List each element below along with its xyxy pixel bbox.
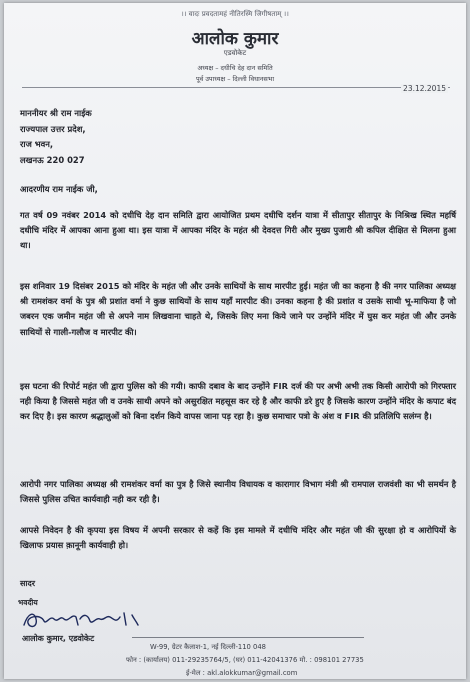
yours-faithfully: भवदीय <box>18 598 38 607</box>
addressee-line-1: माननीयर श्री राम नाईक <box>20 108 92 118</box>
footer-sender-name: आलोक कुमार, एडवोकेट <box>22 634 95 643</box>
body-paragraph-1: गत वर्ष 09 नवंबर 2014 को दधीचि देह दान समिति द्वारा आयोजित प्रथम दधीचि दर्शन यात्रा में सीतापुर सीतापुर के निश्रिख स्थित महर्षि दधीचि मंदिर में आपका आना हुआ था। इस यात्रा में आपका मंदिर के महंत श्री देवदत्त गिरी और मुख्य पुजारी श्री कपिल दीक्षित से मिलना हुआ था। <box>20 210 456 251</box>
handwritten-signature <box>20 605 170 633</box>
letter-page <box>4 3 466 679</box>
body-paragraph-5: आपसे निवेदन है की कृपया इस विषय में अपनी सरकार से कहें कि इस मामले में दधीचि मंदिर और महंत जी की सुरक्षा हो व आरोपियों के खिलाफ प्रयास क़ानूनी कार्यवाही हो। <box>20 525 456 551</box>
letterhead-divider <box>22 87 450 88</box>
footer-phone: फोन : (कार्यालय) 011-29235764/5, (घर) 011-42041376 मो. : 098101 27735 <box>126 656 364 664</box>
body-paragraph-3: इस घटना की रिपोर्ट महंत जी द्वारा पुलिस को की गयी। काफी दबाव के बाद उन्होंने FIR दर्ज की पर अभी अभी तक किसी आरोपी को गिरफ्तार नही किया है जिससे महंत जी व उनके साथी अपने को असुरक्षित महसूस कर रहे है और काफी डरे हुए है जिसके कारण उन्होंने मंदिर के कपाट बंद कर दिए है। इस कारण श्रद्धालुओं को बिना दर्शन किये वापस जाना पड़ रहा है। कुछ समाचार पत्रो के अंश व FIR की प्रतिलिपि सलंग्न है। <box>20 381 456 422</box>
letterhead-name: आलोक कुमार <box>191 29 279 49</box>
addressee-line-4: लखनऊ 220 027 <box>20 154 85 165</box>
salutation: आदरणीय राम नाईक जी, <box>20 184 98 194</box>
letterhead-role-2: पूर्व उपाध्यक्ष – दिल्ली विधानसभा <box>195 75 275 83</box>
body-paragraph-4: आरोपी नगर पालिका अध्यक्ष श्री रामशंकर वर्मा का पुत्र है जिसे स्थानीय विधायक व कारागार विभाग मंत्री श्री रामपाल राजवंशी का भी समर्थन है जिससे पुलिस उचित कार्यवाही नही कर रही है। <box>20 479 456 505</box>
body-paragraph-2: इस शनिवार 19 दिसंबर 2015 को मंदिर के महंत जी और उनके साथियों के साथ मारपीट हुई। महंत जी का कहना है की नगर पालिका अध्यक्ष श्री रामशंकर वर्मा के पुत्र श्री प्रशांत वर्मा ने कुछ साथियों के साथ यहाँ मारपीट की। उनका कहना है की प्रशांत व उसके साथी भू-माफिया है जो जबरन एक जमीन महंत जी से अपने नाम लिखवाना चाहते थे, जिसके लिए मना किये जाने पर उन्होंने मंदिर में घुस कर महंत जी और उनके साथियों से गाली-गलौज व मारपीट की। <box>20 281 456 337</box>
closing: सादर <box>20 579 35 588</box>
letterhead-role-1: अध्यक्ष – दधीचि देह दान समिति <box>197 64 273 72</box>
letterhead-motto: ।। वादः प्रवदतामहं नीतिरस्मि जिगीषताम् ।। <box>181 10 289 18</box>
letterhead-title: एडवोकेट <box>223 49 247 57</box>
footer-address: W-99, ग्रेटर कैलाश-1, नई दिल्ली-110 048 <box>150 643 267 651</box>
addressee-block <box>20 106 92 168</box>
addressee-line-3: राज भवन, <box>20 139 54 149</box>
footer-divider <box>132 637 364 638</box>
letter-date: 23.12.2015 <box>403 84 446 93</box>
addressee-line-2: राज्यपाल उत्तर प्रदेश, <box>20 123 86 134</box>
footer-email[interactable]: ई-मेल : akl.alokkumar@gmail.com <box>186 669 298 677</box>
